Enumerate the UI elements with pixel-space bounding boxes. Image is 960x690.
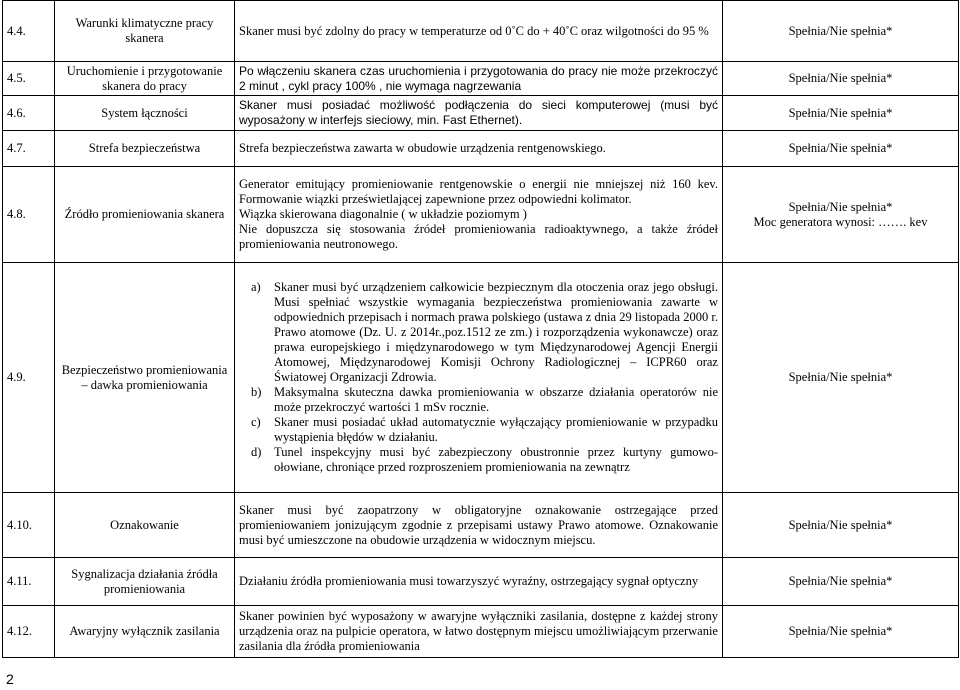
row-number: 4.9.: [3, 263, 55, 493]
list-item-text: Skaner musi być urządzeniem całkowicie bezpiecznym dla otoczenia oraz jego obsługi. Musi spełniać wszystkie wymagania bezpieczeństwa promieniowania zawarte w odpowiednich przepisach i normach prawa polskiego (ustawa z dnia 29 listopada 2000 r. Prawo atomowe (Dz. U. z 2014r.,poz.1512 ze zm.) i rozporządzenia wykonawcze) oraz prawa europejskiego i międzynarodowego w tym Międzynarodowej Agencji Energii Atomowej, Międzynarodowej Komisji Ochrony Radiologicznej – ICPR60 oraz Światowej Organizacji Zdrowia.: [274, 280, 718, 384]
row-number: 4.11.: [3, 558, 55, 606]
row-name: Sygnalizacja działania źródła promieniowania: [55, 558, 235, 606]
row-status: Spełnia/Nie spełnia*: [723, 62, 959, 96]
row-status: Spełnia/Nie spełnia*: [723, 558, 959, 606]
requirement-line: Generator emitujący promieniowanie rentgenowskie o energii nie mniejszej niż 160 kev. Formowanie wiązki prześwietlającej zapewnione przez odpowiedni kolimator.: [239, 177, 718, 206]
list-item-text: Maksymalna skuteczna dawka promieniowania w obszarze działania operatorów nie może przekroczyć wartości 1 mSv rocznie.: [274, 385, 718, 414]
row-number: 4.4.: [3, 1, 55, 62]
table-row: [3, 1, 959, 62]
list-item-text: Tunel inspekcyjny musi być zabezpieczony obustronnie przez kurtyny gumowo-ołowiane, chroniące przed rozproszeniem promieniowania na zewnątrz: [274, 445, 718, 474]
row-status: Spełnia/Nie spełnia*: [723, 263, 959, 493]
table-row: [3, 167, 959, 263]
row-status: Spełnia/Nie spełnia*: [723, 606, 959, 658]
table-row: [3, 62, 959, 96]
list-marker: d): [251, 445, 262, 459]
row-name: Uruchomienie i przygotowanie skanera do pracy: [55, 62, 235, 96]
list-marker: c): [251, 415, 261, 429]
row-requirement: [235, 167, 723, 263]
list-marker: a): [251, 280, 261, 294]
requirement-line: Nie dopuszcza się stosowania źródeł promieniowania radioaktywnego, a także źródeł promieniowania neutronowego.: [239, 222, 718, 251]
row-requirement: Skaner musi być zaopatrzony w obligatoryjne oznakowanie ostrzegające przed promieniowaniem jonizującym zgodnie z przepisami ustawy Prawo atomowe. Oznakowanie musi być umieszczone na obudowie urządzenia w widocznym miejscu.: [235, 493, 723, 558]
requirement-list: [239, 280, 718, 475]
status-text: Spełnia/Nie spełnia*: [788, 199, 893, 214]
row-status: Spełnia/Nie spełnia*: [723, 96, 959, 131]
specification-table: [2, 0, 959, 658]
row-name: Awaryjny wyłącznik zasilania: [55, 606, 235, 658]
row-name: Warunki klimatyczne pracy skanera: [55, 1, 235, 62]
table-row: [3, 131, 959, 167]
table-row: [3, 263, 959, 493]
row-status: Spełnia/Nie spełnia*: [723, 493, 959, 558]
list-item: [239, 415, 718, 445]
row-requirement: Skaner musi posiadać możliwość podłączenia do sieci komputerowej (musi być wyposażony w interfejs sieciowy, min. Fast Ethernet).: [235, 96, 723, 131]
row-status: [723, 167, 959, 263]
row-number: 4.8.: [3, 167, 55, 263]
list-item-text: Skaner musi posiadać układ automatycznie wyłączający promieniowanie w przypadku wystąpienia błędów w działaniu.: [274, 415, 718, 444]
table-row: [3, 493, 959, 558]
page-number: 2: [6, 671, 14, 687]
row-number: 4.5.: [3, 62, 55, 96]
row-number: 4.10.: [3, 493, 55, 558]
row-requirement: Strefa bezpieczeństwa zawarta w obudowie urządzenia rentgenowskiego.: [235, 131, 723, 167]
table-row: [3, 558, 959, 606]
row-number: 4.6.: [3, 96, 55, 131]
row-number: 4.7.: [3, 131, 55, 167]
row-status: Spełnia/Nie spełnia*: [723, 1, 959, 62]
row-requirement: Działaniu źródła promieniowania musi towarzyszyć wyraźny, ostrzegający sygnał optyczny: [235, 558, 723, 606]
requirement-line: Wiązka skierowana diagonalnie ( w układzie poziomym ): [239, 207, 527, 221]
row-status: Spełnia/Nie spełnia*: [723, 131, 959, 167]
row-requirement: [235, 263, 723, 493]
row-name: Źródło promieniowania skanera: [55, 167, 235, 263]
row-name: Bezpieczeństwo promieniowania – dawka promieniowania: [55, 263, 235, 493]
row-name: Oznakowanie: [55, 493, 235, 558]
row-requirement: Skaner musi być zdolny do pracy w temperaturze od 0˚C do + 40˚C oraz wilgotności do 95 %: [235, 1, 723, 62]
list-item: [239, 445, 718, 475]
table-row: [3, 606, 959, 658]
list-item: [239, 280, 718, 385]
row-number: 4.12.: [3, 606, 55, 658]
row-name: Strefa bezpieczeństwa: [55, 131, 235, 167]
row-requirement: Skaner powinien być wyposażony w awaryjne wyłączniki zasilania, dostępne z każdej strony urządzenia oraz na pulpicie operatora, w łatwo dostępnym miejscu umożliwiającym przerwanie zasilania dla źródła promieniowania: [235, 606, 723, 658]
row-requirement: Po włączeniu skanera czas uruchomienia i przygotowania do pracy nie może przekroczyć 2 minut , cykl pracy 100% , nie wymaga nagrzewania: [235, 62, 723, 96]
row-name: System łączności: [55, 96, 235, 131]
list-item: [239, 385, 718, 415]
generator-power-field: Moc generatora wynosi: ……. kev: [753, 214, 928, 229]
list-marker: b): [251, 385, 262, 399]
table-row: [3, 96, 959, 131]
